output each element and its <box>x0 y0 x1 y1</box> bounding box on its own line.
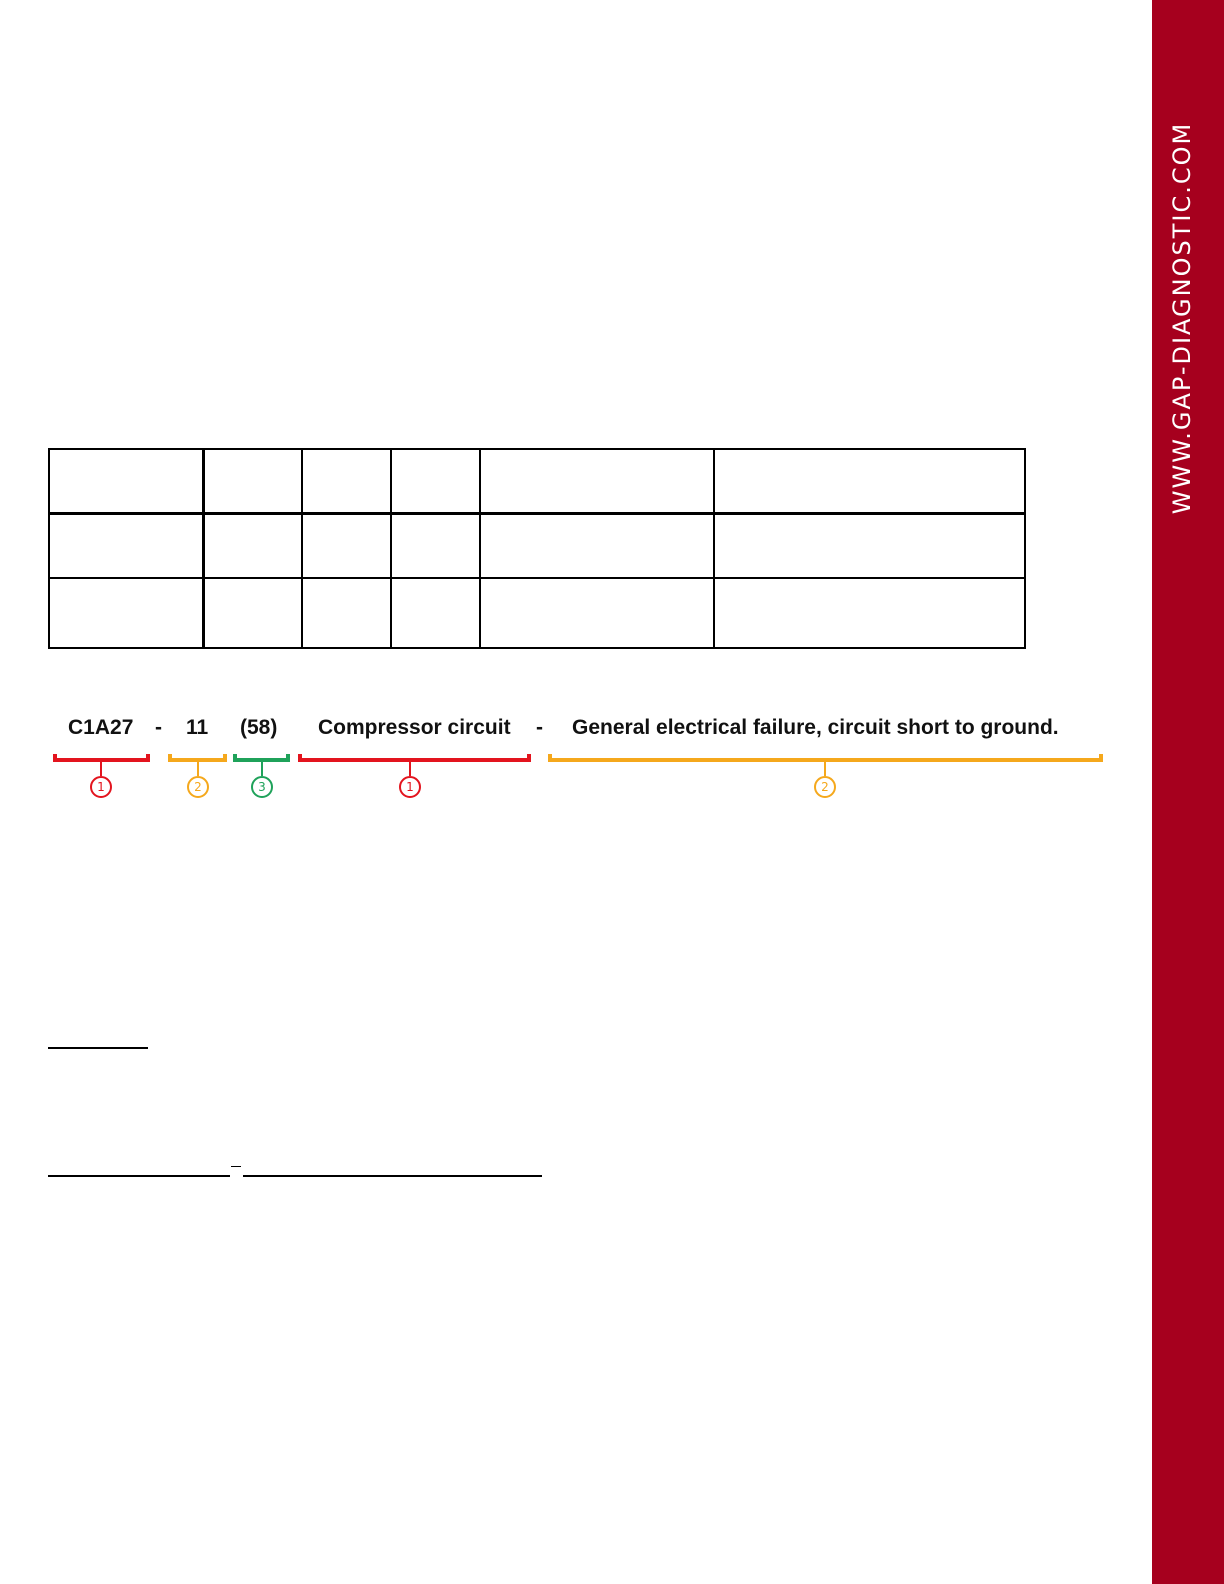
table-cell <box>203 449 302 514</box>
table-cell <box>714 514 1025 579</box>
failure-type-code: 11 <box>186 716 209 739</box>
group-number-badge: 1 <box>90 776 112 798</box>
group-number-badge: 2 <box>814 776 836 798</box>
table-row <box>49 578 1025 648</box>
dtc-code: C1A27 <box>68 716 134 739</box>
table-cell <box>714 578 1025 648</box>
dtc-breakdown <box>50 716 1110 806</box>
table-cell <box>480 514 714 579</box>
table-cell <box>302 514 391 579</box>
bracket-group-3 <box>233 754 290 762</box>
sidebar-brand: WWW.GAP-DIAGNOSTIC.COM <box>1168 121 1196 515</box>
group-number-badge: 3 <box>251 776 273 798</box>
failure-description: General electrical failure, circuit short to ground. <box>572 716 1059 739</box>
bracket-group-1 <box>298 754 531 762</box>
bracket-stem <box>261 762 263 776</box>
bracket-group-1 <box>53 754 150 762</box>
table-cell <box>49 514 203 579</box>
table-cell <box>391 514 480 579</box>
bracket-group-2 <box>168 754 227 762</box>
table-row <box>49 449 1025 514</box>
group-number-badge: 1 <box>399 776 421 798</box>
table-cell <box>391 449 480 514</box>
table-cell <box>302 449 391 514</box>
table-cell <box>49 449 203 514</box>
table-row <box>49 514 1025 579</box>
bracket-group-2 <box>548 754 1103 762</box>
table-cell <box>203 578 302 648</box>
underline-rule <box>48 1175 230 1177</box>
bracket-stem <box>409 762 411 776</box>
underline-rule <box>243 1175 542 1177</box>
table-cell <box>203 514 302 579</box>
group-number-badge: 2 <box>187 776 209 798</box>
separator: - <box>155 716 162 739</box>
table-cell <box>391 578 480 648</box>
table-cell <box>480 578 714 648</box>
table-cell <box>480 449 714 514</box>
bracket-stem <box>197 762 199 776</box>
underline-rule <box>48 1047 148 1049</box>
bracket-stem <box>100 762 102 776</box>
underline-rule <box>231 1166 241 1167</box>
table-cell <box>714 449 1025 514</box>
separator: - <box>536 716 543 739</box>
component-description: Compressor circuit <box>318 716 511 739</box>
bracket-stem <box>824 762 826 776</box>
empty-table <box>48 448 1026 649</box>
table-cell <box>49 578 203 648</box>
table-cell <box>302 578 391 648</box>
status-code: (58) <box>240 716 278 739</box>
